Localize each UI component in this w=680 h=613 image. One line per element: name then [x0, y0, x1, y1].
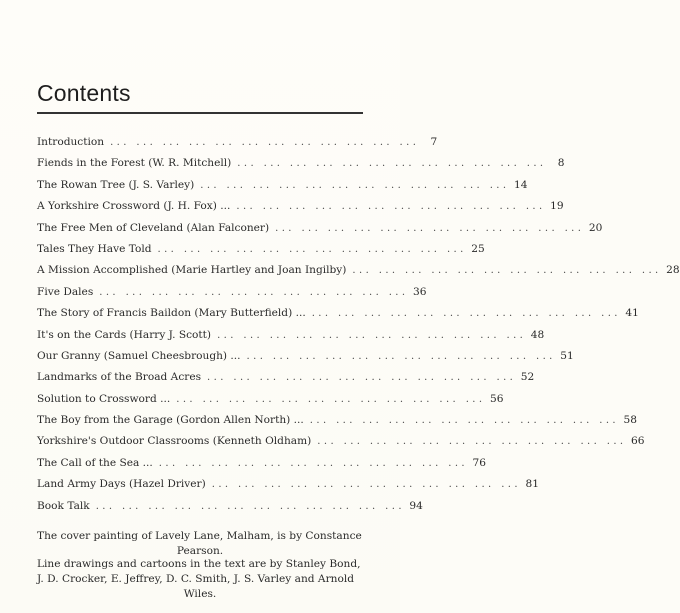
dot-leader: ... ... ... ... ... ... ... ... ... ... ... ... — [275, 222, 585, 234]
title-rule — [37, 112, 363, 114]
entry-page-number: 25 — [471, 242, 485, 255]
contents-entry — [37, 346, 574, 367]
entry-page-number: 51 — [560, 349, 574, 362]
contents-entry — [37, 410, 637, 431]
dot-leader: ... ... ... ... ... ... ... ... ... ... ... ... — [200, 179, 510, 191]
entry-title: Land Army Days (Hazel Driver) — [37, 478, 206, 491]
entry-title: Our Granny (Samuel Cheesbrough) ... — [37, 349, 241, 362]
dot-leader: ... ... ... ... ... ... ... ... ... ... ... ... — [99, 286, 409, 298]
entry-title: The Call of the Sea ... — [37, 456, 153, 469]
entry-title: Five Dales — [37, 285, 94, 298]
cover-credit — [37, 529, 363, 559]
dot-leader: ... ... ... ... ... ... ... ... ... ... ... ... — [158, 457, 468, 469]
contents-entry — [37, 260, 680, 281]
entry-page-number: 8 — [557, 157, 565, 170]
dot-leader: ... ... ... ... ... ... ... ... ... ... ... ... — [311, 308, 621, 320]
entry-title: It's on the Cards (Harry J. Scott) — [37, 328, 212, 341]
drawings-credit-line-1: Line drawings and cartoons in the text are by Stanley Bond, — [37, 558, 361, 570]
dot-leader: ... ... ... ... ... ... ... ... ... ... ... ... — [309, 415, 619, 427]
entry-title: Landmarks of the Broad Acres — [37, 371, 202, 384]
drawings-credit-line-2: J. D. Crocker, E. Jeffrey, D. C. Smith, J. S. Varley and Arnold — [37, 573, 355, 585]
entry-page-number: 66 — [631, 435, 645, 448]
contents-entry — [37, 303, 639, 324]
contents-entry — [37, 325, 545, 346]
contents-entry — [37, 239, 485, 260]
entry-page-number: 7 — [430, 136, 438, 148]
entry-title: Book Talk — [37, 499, 90, 512]
entry-title: A Mission Accomplished (Marie Hartley and Joan Ingilby) — [37, 264, 347, 277]
dot-leader: ... ... ... ... ... ... ... ... ... ... ... ... — [211, 479, 521, 491]
contents-entry — [37, 175, 528, 196]
entry-page-number: 76 — [472, 456, 486, 469]
entry-title: Yorkshire's Outdoor Classrooms (Kenneth Oldham) — [37, 435, 312, 448]
entry-page-number: 94 — [409, 499, 423, 512]
entry-page-number: 48 — [530, 328, 545, 341]
dot-leader: ... ... ... ... ... ... ... ... ... ... ... ... — [157, 243, 467, 255]
dot-leader: ... ... ... ... ... ... ... ... ... ... ... ... — [352, 265, 662, 277]
dot-leader: ... ... ... ... ... ... ... ... ... ... ... ... — [95, 500, 405, 512]
entry-page-number: 19 — [550, 200, 564, 213]
dot-leader: ... ... ... ... ... ... ... ... ... ... ... ... — [176, 393, 486, 405]
contents-entry — [37, 196, 564, 217]
contents-entry — [37, 282, 427, 303]
entry-title: Fiends in the Forest (W. R. Mitchell) — [37, 157, 232, 170]
dot-leader: ... ... ... ... ... ... ... ... ... ... ... ... — [246, 350, 556, 362]
entry-page-number: 28 — [666, 264, 680, 277]
drawings-credit — [37, 557, 363, 602]
contents-entry — [37, 367, 535, 388]
entry-page-number: 14 — [513, 178, 528, 191]
cover-credit-line-2: Pearson. — [176, 545, 224, 557]
dot-leader: ... ... ... ... ... ... ... ... ... ... ... ... — [236, 201, 546, 213]
entry-page-number: 56 — [489, 392, 504, 405]
entry-title: Introduction — [37, 136, 105, 148]
cover-credit-line-1: The cover painting of Lavely Lane, Malham, is by Constance — [37, 530, 362, 542]
entry-title: Tales They Have Told — [37, 242, 152, 255]
entry-page-number: 41 — [625, 307, 639, 320]
dot-leader: ... ... ... ... ... ... ... ... ... ... ... ... — [110, 137, 420, 148]
contents-entry — [37, 153, 565, 174]
entry-page-number: 52 — [520, 371, 535, 384]
entry-title: The Free Men of Cleveland (Alan Falconer) — [37, 221, 270, 234]
entry-title: The Rowan Tree (J. S. Varley) — [37, 178, 195, 191]
entry-title: The Story of Francis Baildon (Mary Butterfield) ... — [37, 307, 306, 320]
contents-entry — [37, 474, 539, 495]
entry-page-number: 36 — [412, 285, 427, 298]
show-through-text — [60, 0, 380, 30]
entry-page-number: 58 — [623, 414, 637, 427]
entry-title: The Boy from the Garage (Gordon Allen North) ... — [37, 414, 304, 427]
page-title: Contents — [37, 80, 131, 106]
contents-entry — [37, 132, 438, 153]
contents-entry — [37, 453, 486, 474]
drawings-credit-line-3: Wiles. — [183, 588, 217, 600]
entry-title: A Yorkshire Crossword (J. H. Fox) ... — [37, 200, 231, 213]
contents-entry — [37, 218, 603, 239]
entry-page-number: 81 — [525, 478, 539, 491]
contents-list — [37, 132, 680, 517]
entry-page-number: 20 — [588, 221, 603, 234]
entry-title: Solution to Crossword ... — [37, 392, 171, 405]
contents-entry — [37, 496, 423, 517]
dot-leader: ... ... ... ... ... ... ... ... ... ... ... ... — [217, 329, 527, 341]
contents-entry — [37, 431, 645, 452]
dot-leader: ... ... ... ... ... ... ... ... ... ... ... ... — [207, 372, 517, 384]
dot-leader: ... ... ... ... ... ... ... ... ... ... ... ... — [237, 158, 547, 170]
contents-entry — [37, 389, 504, 410]
dot-leader: ... ... ... ... ... ... ... ... ... ... ... ... — [317, 436, 627, 448]
